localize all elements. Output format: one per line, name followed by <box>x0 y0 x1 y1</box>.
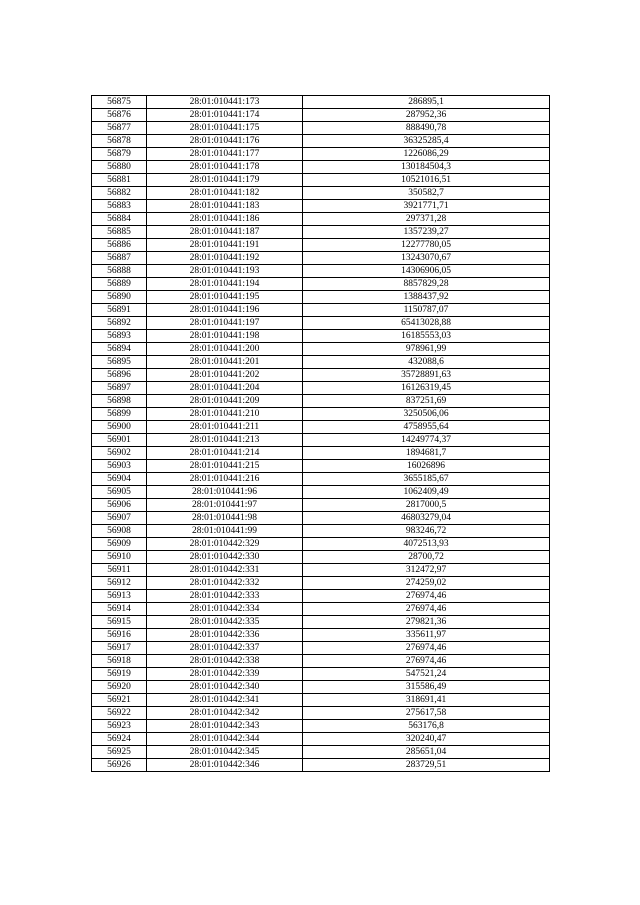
value-cell: 1150787,07 <box>303 304 550 317</box>
cadastral-number-cell: 28:01:010441:195 <box>147 291 303 304</box>
cadastral-number-cell: 28:01:010442:346 <box>147 759 303 772</box>
row-number-cell: 56881 <box>92 174 147 187</box>
table-row <box>92 161 550 174</box>
table-row <box>92 473 550 486</box>
row-number-cell: 56915 <box>92 616 147 629</box>
row-number-cell: 56877 <box>92 122 147 135</box>
table-row <box>92 434 550 447</box>
row-number-cell: 56898 <box>92 395 147 408</box>
row-number-cell: 56920 <box>92 681 147 694</box>
row-number-cell: 56901 <box>92 434 147 447</box>
value-cell: 983246,72 <box>303 525 550 538</box>
cadastral-number-cell: 28:01:010441:191 <box>147 239 303 252</box>
row-number-cell: 56910 <box>92 551 147 564</box>
data-table <box>91 95 550 772</box>
value-cell: 4758955,64 <box>303 421 550 434</box>
value-cell: 888490,78 <box>303 122 550 135</box>
value-cell: 315586,49 <box>303 681 550 694</box>
cadastral-number-cell: 28:01:010441:197 <box>147 317 303 330</box>
value-cell: 276974,46 <box>303 642 550 655</box>
cadastral-number-cell: 28:01:010441:209 <box>147 395 303 408</box>
row-number-cell: 56926 <box>92 759 147 772</box>
table-row <box>92 265 550 278</box>
row-number-cell: 56923 <box>92 720 147 733</box>
row-number-cell: 56884 <box>92 213 147 226</box>
value-cell: 286895,1 <box>303 96 550 109</box>
table-row <box>92 252 550 265</box>
table-row <box>92 330 550 343</box>
table-row <box>92 408 550 421</box>
row-number-cell: 56914 <box>92 603 147 616</box>
value-cell: 547521,24 <box>303 668 550 681</box>
value-cell: 978961,99 <box>303 343 550 356</box>
cadastral-number-cell: 28:01:010441:214 <box>147 447 303 460</box>
value-cell: 563176,8 <box>303 720 550 733</box>
row-number-cell: 56913 <box>92 590 147 603</box>
value-cell: 46803279,04 <box>303 512 550 525</box>
value-cell: 276974,46 <box>303 655 550 668</box>
row-number-cell: 56890 <box>92 291 147 304</box>
cadastral-number-cell: 28:01:010441:183 <box>147 200 303 213</box>
cadastral-number-cell: 28:01:010442:332 <box>147 577 303 590</box>
row-number-cell: 56900 <box>92 421 147 434</box>
cadastral-number-cell: 28:01:010442:339 <box>147 668 303 681</box>
row-number-cell: 56918 <box>92 655 147 668</box>
table-row <box>92 707 550 720</box>
table-row <box>92 343 550 356</box>
table-row <box>92 213 550 226</box>
value-cell: 274259,02 <box>303 577 550 590</box>
cadastral-number-cell: 28:01:010441:210 <box>147 408 303 421</box>
row-number-cell: 56895 <box>92 356 147 369</box>
table-row <box>92 655 550 668</box>
cadastral-number-cell: 28:01:010441:176 <box>147 135 303 148</box>
value-cell: 16185553,03 <box>303 330 550 343</box>
row-number-cell: 56878 <box>92 135 147 148</box>
table-row <box>92 356 550 369</box>
cadastral-number-cell: 28:01:010441:192 <box>147 252 303 265</box>
table-row <box>92 681 550 694</box>
table-row <box>92 538 550 551</box>
value-cell: 13243070,67 <box>303 252 550 265</box>
table-row <box>92 512 550 525</box>
row-number-cell: 56902 <box>92 447 147 460</box>
value-cell: 283729,51 <box>303 759 550 772</box>
table-row <box>92 304 550 317</box>
cadastral-number-cell: 28:01:010441:201 <box>147 356 303 369</box>
row-number-cell: 56879 <box>92 148 147 161</box>
cadastral-number-cell: 28:01:010441:216 <box>147 473 303 486</box>
cadastral-number-cell: 28:01:010442:333 <box>147 590 303 603</box>
row-number-cell: 56919 <box>92 668 147 681</box>
cadastral-number-cell: 28:01:010441:178 <box>147 161 303 174</box>
row-number-cell: 56912 <box>92 577 147 590</box>
value-cell: 65413028,88 <box>303 317 550 330</box>
cadastral-number-cell: 28:01:010441:175 <box>147 122 303 135</box>
table-row <box>92 460 550 473</box>
row-number-cell: 56886 <box>92 239 147 252</box>
cadastral-number-cell: 28:01:010441:179 <box>147 174 303 187</box>
table-row <box>92 499 550 512</box>
table-row <box>92 590 550 603</box>
table-row <box>92 96 550 109</box>
value-cell: 837251,69 <box>303 395 550 408</box>
value-cell: 16126319,45 <box>303 382 550 395</box>
value-cell: 350582,7 <box>303 187 550 200</box>
cadastral-number-cell: 28:01:010441:193 <box>147 265 303 278</box>
table-row <box>92 122 550 135</box>
table-row <box>92 564 550 577</box>
value-cell: 3655185,67 <box>303 473 550 486</box>
table-row <box>92 720 550 733</box>
cadastral-number-cell: 28:01:010441:186 <box>147 213 303 226</box>
value-cell: 3921771,71 <box>303 200 550 213</box>
row-number-cell: 56897 <box>92 382 147 395</box>
value-cell: 2817000,5 <box>303 499 550 512</box>
value-cell: 3250506,06 <box>303 408 550 421</box>
table-row <box>92 382 550 395</box>
table-row <box>92 447 550 460</box>
cadastral-number-cell: 28:01:010442:344 <box>147 733 303 746</box>
row-number-cell: 56922 <box>92 707 147 720</box>
row-number-cell: 56921 <box>92 694 147 707</box>
value-cell: 1388437,92 <box>303 291 550 304</box>
value-cell: 432088,6 <box>303 356 550 369</box>
cadastral-number-cell: 28:01:010442:330 <box>147 551 303 564</box>
value-cell: 10521016,51 <box>303 174 550 187</box>
value-cell: 1226086,29 <box>303 148 550 161</box>
value-cell: 1894681,7 <box>303 447 550 460</box>
value-cell: 297371,28 <box>303 213 550 226</box>
cadastral-number-cell: 28:01:010441:187 <box>147 226 303 239</box>
row-number-cell: 56882 <box>92 187 147 200</box>
value-cell: 14306906,05 <box>303 265 550 278</box>
row-number-cell: 56899 <box>92 408 147 421</box>
value-cell: 318691,41 <box>303 694 550 707</box>
cadastral-number-cell: 28:01:010441:202 <box>147 369 303 382</box>
table-row <box>92 694 550 707</box>
cadastral-number-cell: 28:01:010441:215 <box>147 460 303 473</box>
cadastral-number-cell: 28:01:010441:204 <box>147 382 303 395</box>
value-cell: 279821,36 <box>303 616 550 629</box>
row-number-cell: 56880 <box>92 161 147 174</box>
table-body <box>92 96 550 772</box>
table-row <box>92 616 550 629</box>
value-cell: 12277780,05 <box>303 239 550 252</box>
table-row <box>92 395 550 408</box>
table-row <box>92 369 550 382</box>
row-number-cell: 56917 <box>92 642 147 655</box>
cadastral-number-cell: 28:01:010442:334 <box>147 603 303 616</box>
row-number-cell: 56891 <box>92 304 147 317</box>
value-cell: 276974,46 <box>303 590 550 603</box>
value-cell: 130184504,3 <box>303 161 550 174</box>
cadastral-number-cell: 28:01:010441:200 <box>147 343 303 356</box>
cadastral-number-cell: 28:01:010441:213 <box>147 434 303 447</box>
row-number-cell: 56892 <box>92 317 147 330</box>
cadastral-number-cell: 28:01:010442:343 <box>147 720 303 733</box>
row-number-cell: 56903 <box>92 460 147 473</box>
value-cell: 287952,36 <box>303 109 550 122</box>
table-row <box>92 486 550 499</box>
row-number-cell: 56925 <box>92 746 147 759</box>
value-cell: 36325285,4 <box>303 135 550 148</box>
cadastral-number-cell: 28:01:010442:337 <box>147 642 303 655</box>
value-cell: 1357239,27 <box>303 226 550 239</box>
table-row <box>92 759 550 772</box>
value-cell: 276974,46 <box>303 603 550 616</box>
row-number-cell: 56887 <box>92 252 147 265</box>
cadastral-number-cell: 28:01:010442:345 <box>147 746 303 759</box>
value-cell: 28700,72 <box>303 551 550 564</box>
row-number-cell: 56906 <box>92 499 147 512</box>
table-row <box>92 239 550 252</box>
table-row <box>92 733 550 746</box>
cadastral-number-cell: 28:01:010441:198 <box>147 330 303 343</box>
cadastral-number-cell: 28:01:010442:331 <box>147 564 303 577</box>
table-row <box>92 577 550 590</box>
cadastral-number-cell: 28:01:010442:340 <box>147 681 303 694</box>
row-number-cell: 56889 <box>92 278 147 291</box>
cadastral-number-cell: 28:01:010441:98 <box>147 512 303 525</box>
table-row <box>92 603 550 616</box>
value-cell: 8857829,28 <box>303 278 550 291</box>
value-cell: 35728891,63 <box>303 369 550 382</box>
row-number-cell: 56909 <box>92 538 147 551</box>
value-cell: 320240,47 <box>303 733 550 746</box>
table-row <box>92 317 550 330</box>
row-number-cell: 56876 <box>92 109 147 122</box>
cadastral-number-cell: 28:01:010441:182 <box>147 187 303 200</box>
cadastral-number-cell: 28:01:010441:194 <box>147 278 303 291</box>
table-row <box>92 291 550 304</box>
row-number-cell: 56908 <box>92 525 147 538</box>
row-number-cell: 56875 <box>92 96 147 109</box>
row-number-cell: 56916 <box>92 629 147 642</box>
table-row <box>92 629 550 642</box>
cadastral-number-cell: 28:01:010442:335 <box>147 616 303 629</box>
cadastral-number-cell: 28:01:010441:97 <box>147 499 303 512</box>
table-row <box>92 746 550 759</box>
table-row <box>92 551 550 564</box>
row-number-cell: 56883 <box>92 200 147 213</box>
table-row <box>92 642 550 655</box>
table-row <box>92 668 550 681</box>
cadastral-number-cell: 28:01:010441:211 <box>147 421 303 434</box>
value-cell: 275617,58 <box>303 707 550 720</box>
cadastral-number-cell: 28:01:010442:329 <box>147 538 303 551</box>
table-row <box>92 200 550 213</box>
table-row <box>92 226 550 239</box>
cadastral-number-cell: 28:01:010441:174 <box>147 109 303 122</box>
cadastral-number-cell: 28:01:010441:173 <box>147 96 303 109</box>
cadastral-number-cell: 28:01:010442:336 <box>147 629 303 642</box>
cadastral-number-cell: 28:01:010441:99 <box>147 525 303 538</box>
cadastral-number-cell: 28:01:010441:177 <box>147 148 303 161</box>
row-number-cell: 56888 <box>92 265 147 278</box>
cadastral-number-cell: 28:01:010442:338 <box>147 655 303 668</box>
row-number-cell: 56893 <box>92 330 147 343</box>
cadastral-number-cell: 28:01:010441:196 <box>147 304 303 317</box>
table-row <box>92 187 550 200</box>
table-row <box>92 421 550 434</box>
row-number-cell: 56924 <box>92 733 147 746</box>
table-row <box>92 148 550 161</box>
value-cell: 285651,04 <box>303 746 550 759</box>
row-number-cell: 56907 <box>92 512 147 525</box>
row-number-cell: 56911 <box>92 564 147 577</box>
table-row <box>92 278 550 291</box>
table-row <box>92 174 550 187</box>
value-cell: 312472,97 <box>303 564 550 577</box>
cadastral-number-cell: 28:01:010442:342 <box>147 707 303 720</box>
value-cell: 16026896 <box>303 460 550 473</box>
value-cell: 335611,97 <box>303 629 550 642</box>
row-number-cell: 56905 <box>92 486 147 499</box>
table-row <box>92 135 550 148</box>
row-number-cell: 56904 <box>92 473 147 486</box>
row-number-cell: 56896 <box>92 369 147 382</box>
cadastral-number-cell: 28:01:010441:96 <box>147 486 303 499</box>
row-number-cell: 56885 <box>92 226 147 239</box>
table-row <box>92 525 550 538</box>
cadastral-number-cell: 28:01:010442:341 <box>147 694 303 707</box>
value-cell: 14249774,37 <box>303 434 550 447</box>
table-row <box>92 109 550 122</box>
value-cell: 4072513,93 <box>303 538 550 551</box>
value-cell: 1062409,49 <box>303 486 550 499</box>
row-number-cell: 56894 <box>92 343 147 356</box>
